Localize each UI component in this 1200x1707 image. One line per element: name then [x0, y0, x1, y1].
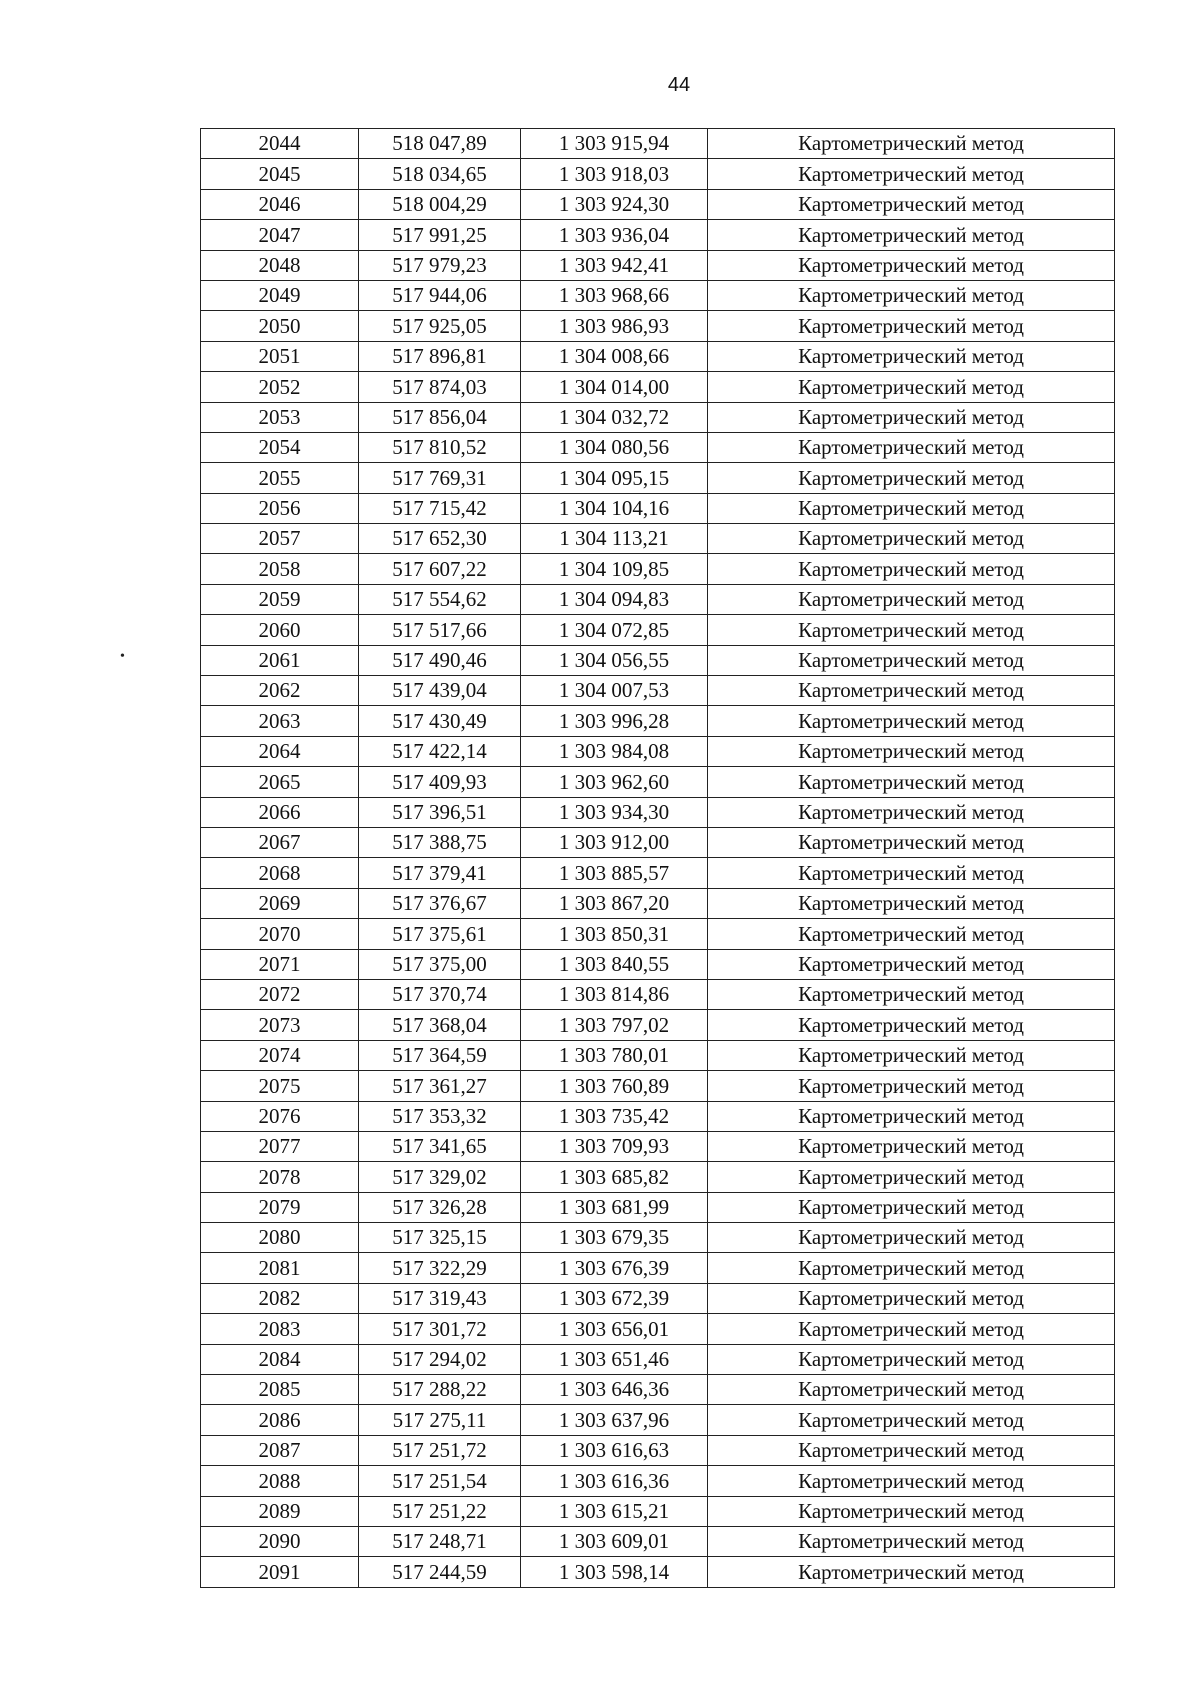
x-coordinate-cell: 517 396,51 — [359, 797, 521, 827]
table-row — [201, 1283, 1115, 1313]
x-coordinate-cell: 517 319,43 — [359, 1283, 521, 1313]
y-coordinate-cell: 1 303 996,28 — [521, 706, 708, 736]
point-number-cell: 2075 — [201, 1071, 359, 1101]
y-coordinate-cell: 1 303 885,57 — [521, 858, 708, 888]
point-number-cell: 2053 — [201, 402, 359, 432]
y-coordinate-cell: 1 303 986,93 — [521, 311, 708, 341]
y-coordinate-cell: 1 303 735,42 — [521, 1101, 708, 1131]
method-cell: Картометрический метод — [708, 1040, 1115, 1070]
y-coordinate-cell: 1 303 679,35 — [521, 1223, 708, 1253]
table-row — [201, 159, 1115, 189]
y-coordinate-cell: 1 303 924,30 — [521, 189, 708, 219]
page-number: 44 — [667, 74, 691, 96]
x-coordinate-cell: 517 490,46 — [359, 645, 521, 675]
table-row — [201, 341, 1115, 371]
point-number-cell: 2054 — [201, 432, 359, 462]
point-number-cell: 2066 — [201, 797, 359, 827]
method-cell: Картометрический метод — [708, 676, 1115, 706]
x-coordinate-cell: 517 769,31 — [359, 463, 521, 493]
x-coordinate-cell: 517 375,61 — [359, 919, 521, 949]
x-coordinate-cell: 517 248,71 — [359, 1526, 521, 1556]
x-coordinate-cell: 517 364,59 — [359, 1040, 521, 1070]
point-number-cell: 2047 — [201, 220, 359, 250]
x-coordinate-cell: 517 353,32 — [359, 1101, 521, 1131]
method-cell: Картометрический метод — [708, 1071, 1115, 1101]
point-number-cell: 2065 — [201, 767, 359, 797]
y-coordinate-cell: 1 303 968,66 — [521, 280, 708, 310]
method-cell: Картометрический метод — [708, 1162, 1115, 1192]
method-cell: Картометрический метод — [708, 463, 1115, 493]
y-coordinate-cell: 1 304 072,85 — [521, 615, 708, 645]
y-coordinate-cell: 1 303 760,89 — [521, 1071, 708, 1101]
point-number-cell: 2070 — [201, 919, 359, 949]
x-coordinate-cell: 517 361,27 — [359, 1071, 521, 1101]
method-cell: Картометрический метод — [708, 1496, 1115, 1526]
coordinates-table — [200, 128, 1115, 1588]
point-number-cell: 2050 — [201, 311, 359, 341]
point-number-cell: 2083 — [201, 1314, 359, 1344]
table-row — [201, 1466, 1115, 1496]
table-row — [201, 1192, 1115, 1222]
table-row — [201, 767, 1115, 797]
table-row — [201, 1496, 1115, 1526]
table-row — [201, 1405, 1115, 1435]
method-cell: Картометрический метод — [708, 615, 1115, 645]
y-coordinate-cell: 1 304 056,55 — [521, 645, 708, 675]
table-row — [201, 280, 1115, 310]
method-cell: Картометрический метод — [708, 493, 1115, 523]
table-row — [201, 676, 1115, 706]
point-number-cell: 2074 — [201, 1040, 359, 1070]
point-number-cell: 2090 — [201, 1526, 359, 1556]
y-coordinate-cell: 1 303 867,20 — [521, 888, 708, 918]
x-coordinate-cell: 517 422,14 — [359, 736, 521, 766]
y-coordinate-cell: 1 303 676,39 — [521, 1253, 708, 1283]
table-row — [201, 129, 1115, 159]
method-cell: Картометрический метод — [708, 1223, 1115, 1253]
x-coordinate-cell: 517 652,30 — [359, 524, 521, 554]
y-coordinate-cell: 1 304 104,16 — [521, 493, 708, 523]
method-cell: Картометрический метод — [708, 1010, 1115, 1040]
y-coordinate-cell: 1 303 942,41 — [521, 250, 708, 280]
point-number-cell: 2080 — [201, 1223, 359, 1253]
table-row — [201, 554, 1115, 584]
table-row — [201, 1253, 1115, 1283]
method-cell: Картометрический метод — [708, 979, 1115, 1009]
x-coordinate-cell: 517 979,23 — [359, 250, 521, 280]
table-row — [201, 858, 1115, 888]
table-row — [201, 584, 1115, 614]
method-cell: Картометрический метод — [708, 159, 1115, 189]
x-coordinate-cell: 517 329,02 — [359, 1162, 521, 1192]
table-row — [201, 311, 1115, 341]
method-cell: Картометрический метод — [708, 280, 1115, 310]
y-coordinate-cell: 1 303 962,60 — [521, 767, 708, 797]
method-cell: Картометрический метод — [708, 1526, 1115, 1556]
table-row — [201, 1101, 1115, 1131]
x-coordinate-cell: 517 430,49 — [359, 706, 521, 736]
method-cell: Картометрический метод — [708, 1314, 1115, 1344]
method-cell: Картометрический метод — [708, 1253, 1115, 1283]
x-coordinate-cell: 517 370,74 — [359, 979, 521, 1009]
x-coordinate-cell: 517 244,59 — [359, 1557, 521, 1587]
x-coordinate-cell: 517 326,28 — [359, 1192, 521, 1222]
x-coordinate-cell: 518 034,65 — [359, 159, 521, 189]
point-number-cell: 2085 — [201, 1375, 359, 1405]
method-cell: Картометрический метод — [708, 706, 1115, 736]
table-row — [201, 1435, 1115, 1465]
point-number-cell: 2089 — [201, 1496, 359, 1526]
y-coordinate-cell: 1 304 008,66 — [521, 341, 708, 371]
table-row — [201, 888, 1115, 918]
point-number-cell: 2051 — [201, 341, 359, 371]
y-coordinate-cell: 1 304 095,15 — [521, 463, 708, 493]
y-coordinate-cell: 1 303 918,03 — [521, 159, 708, 189]
table-row — [201, 919, 1115, 949]
table-row — [201, 250, 1115, 280]
point-number-cell: 2078 — [201, 1162, 359, 1192]
x-coordinate-cell: 518 004,29 — [359, 189, 521, 219]
y-coordinate-cell: 1 303 915,94 — [521, 129, 708, 159]
y-coordinate-cell: 1 303 797,02 — [521, 1010, 708, 1040]
point-number-cell: 2059 — [201, 584, 359, 614]
table-row — [201, 463, 1115, 493]
y-coordinate-cell: 1 303 646,36 — [521, 1375, 708, 1405]
point-number-cell: 2058 — [201, 554, 359, 584]
y-coordinate-cell: 1 304 113,21 — [521, 524, 708, 554]
table-row — [201, 1162, 1115, 1192]
y-coordinate-cell: 1 304 080,56 — [521, 432, 708, 462]
method-cell: Картометрический метод — [708, 1192, 1115, 1222]
method-cell: Картометрический метод — [708, 645, 1115, 675]
method-cell: Картометрический метод — [708, 129, 1115, 159]
x-coordinate-cell: 517 607,22 — [359, 554, 521, 584]
table-row — [201, 1071, 1115, 1101]
point-number-cell: 2060 — [201, 615, 359, 645]
method-cell: Картометрический метод — [708, 827, 1115, 857]
table-row — [201, 432, 1115, 462]
x-coordinate-cell: 517 251,54 — [359, 1466, 521, 1496]
table-row — [201, 402, 1115, 432]
y-coordinate-cell: 1 303 651,46 — [521, 1344, 708, 1374]
point-number-cell: 2091 — [201, 1557, 359, 1587]
point-number-cell: 2063 — [201, 706, 359, 736]
method-cell: Картометрический метод — [708, 250, 1115, 280]
method-cell: Картометрический метод — [708, 1405, 1115, 1435]
coordinates-table-body — [201, 129, 1115, 1588]
method-cell: Картометрический метод — [708, 524, 1115, 554]
method-cell: Картометрический метод — [708, 919, 1115, 949]
x-coordinate-cell: 517 379,41 — [359, 858, 521, 888]
point-number-cell: 2067 — [201, 827, 359, 857]
y-coordinate-cell: 1 304 109,85 — [521, 554, 708, 584]
point-number-cell: 2079 — [201, 1192, 359, 1222]
method-cell: Картометрический метод — [708, 372, 1115, 402]
x-coordinate-cell: 517 376,67 — [359, 888, 521, 918]
method-cell: Картометрический метод — [708, 1344, 1115, 1374]
x-coordinate-cell: 517 810,52 — [359, 432, 521, 462]
point-number-cell: 2044 — [201, 129, 359, 159]
table-row — [201, 1526, 1115, 1556]
x-coordinate-cell: 517 275,11 — [359, 1405, 521, 1435]
method-cell: Картометрический метод — [708, 1101, 1115, 1131]
y-coordinate-cell: 1 303 598,14 — [521, 1557, 708, 1587]
table-row — [201, 1010, 1115, 1040]
point-number-cell: 2046 — [201, 189, 359, 219]
y-coordinate-cell: 1 303 616,36 — [521, 1466, 708, 1496]
x-coordinate-cell: 517 715,42 — [359, 493, 521, 523]
point-number-cell: 2055 — [201, 463, 359, 493]
x-coordinate-cell: 517 925,05 — [359, 311, 521, 341]
point-number-cell: 2082 — [201, 1283, 359, 1313]
point-number-cell: 2072 — [201, 979, 359, 1009]
y-coordinate-cell: 1 303 912,00 — [521, 827, 708, 857]
table-row — [201, 189, 1115, 219]
point-number-cell: 2073 — [201, 1010, 359, 1040]
y-coordinate-cell: 1 304 007,53 — [521, 676, 708, 706]
point-number-cell: 2045 — [201, 159, 359, 189]
method-cell: Картометрический метод — [708, 584, 1115, 614]
y-coordinate-cell: 1 303 656,01 — [521, 1314, 708, 1344]
x-coordinate-cell: 517 388,75 — [359, 827, 521, 857]
x-coordinate-cell: 517 874,03 — [359, 372, 521, 402]
x-coordinate-cell: 518 047,89 — [359, 129, 521, 159]
y-coordinate-cell: 1 303 672,39 — [521, 1283, 708, 1313]
y-coordinate-cell: 1 303 984,08 — [521, 736, 708, 766]
y-coordinate-cell: 1 303 685,82 — [521, 1162, 708, 1192]
table-row — [201, 706, 1115, 736]
table-row — [201, 524, 1115, 554]
x-coordinate-cell: 517 288,22 — [359, 1375, 521, 1405]
method-cell: Картометрический метод — [708, 1131, 1115, 1161]
table-row — [201, 1314, 1115, 1344]
method-cell: Картометрический метод — [708, 402, 1115, 432]
y-coordinate-cell: 1 303 814,86 — [521, 979, 708, 1009]
x-coordinate-cell: 517 301,72 — [359, 1314, 521, 1344]
method-cell: Картометрический метод — [708, 797, 1115, 827]
method-cell: Картометрический метод — [708, 311, 1115, 341]
table-row — [201, 1344, 1115, 1374]
point-number-cell: 2084 — [201, 1344, 359, 1374]
y-coordinate-cell: 1 303 780,01 — [521, 1040, 708, 1070]
point-number-cell: 2068 — [201, 858, 359, 888]
x-coordinate-cell: 517 944,06 — [359, 280, 521, 310]
y-coordinate-cell: 1 303 637,96 — [521, 1405, 708, 1435]
x-coordinate-cell: 517 517,66 — [359, 615, 521, 645]
method-cell: Картометрический метод — [708, 220, 1115, 250]
table-row — [201, 1557, 1115, 1587]
point-number-cell: 2076 — [201, 1101, 359, 1131]
method-cell: Картометрический метод — [708, 767, 1115, 797]
y-coordinate-cell: 1 304 014,00 — [521, 372, 708, 402]
y-coordinate-cell: 1 303 850,31 — [521, 919, 708, 949]
point-number-cell: 2069 — [201, 888, 359, 918]
method-cell: Картометрический метод — [708, 1283, 1115, 1313]
table-row — [201, 372, 1115, 402]
table-row — [201, 736, 1115, 766]
x-coordinate-cell: 517 991,25 — [359, 220, 521, 250]
x-coordinate-cell: 517 439,04 — [359, 676, 521, 706]
point-number-cell: 2048 — [201, 250, 359, 280]
y-coordinate-cell: 1 303 936,04 — [521, 220, 708, 250]
x-coordinate-cell: 517 409,93 — [359, 767, 521, 797]
y-coordinate-cell: 1 303 934,30 — [521, 797, 708, 827]
x-coordinate-cell: 517 341,65 — [359, 1131, 521, 1161]
x-coordinate-cell: 517 251,72 — [359, 1435, 521, 1465]
point-number-cell: 2062 — [201, 676, 359, 706]
table-row — [201, 1223, 1115, 1253]
table-row — [201, 1375, 1115, 1405]
point-number-cell: 2049 — [201, 280, 359, 310]
x-coordinate-cell: 517 375,00 — [359, 949, 521, 979]
y-coordinate-cell: 1 303 616,63 — [521, 1435, 708, 1465]
method-cell: Картометрический метод — [708, 1557, 1115, 1587]
method-cell: Картометрический метод — [708, 858, 1115, 888]
method-cell: Картометрический метод — [708, 1435, 1115, 1465]
table-row — [201, 827, 1115, 857]
x-coordinate-cell: 517 856,04 — [359, 402, 521, 432]
x-coordinate-cell: 517 294,02 — [359, 1344, 521, 1374]
stray-dot-mark: • — [120, 649, 125, 664]
y-coordinate-cell: 1 303 681,99 — [521, 1192, 708, 1222]
x-coordinate-cell: 517 325,15 — [359, 1223, 521, 1253]
x-coordinate-cell: 517 322,29 — [359, 1253, 521, 1283]
method-cell: Картометрический метод — [708, 1466, 1115, 1496]
point-number-cell: 2088 — [201, 1466, 359, 1496]
x-coordinate-cell: 517 896,81 — [359, 341, 521, 371]
method-cell: Картометрический метод — [708, 189, 1115, 219]
point-number-cell: 2087 — [201, 1435, 359, 1465]
point-number-cell: 2052 — [201, 372, 359, 402]
y-coordinate-cell: 1 304 032,72 — [521, 402, 708, 432]
table-row — [201, 615, 1115, 645]
method-cell: Картометрический метод — [708, 341, 1115, 371]
point-number-cell: 2081 — [201, 1253, 359, 1283]
method-cell: Картометрический метод — [708, 432, 1115, 462]
method-cell: Картометрический метод — [708, 736, 1115, 766]
y-coordinate-cell: 1 303 709,93 — [521, 1131, 708, 1161]
point-number-cell: 2056 — [201, 493, 359, 523]
point-number-cell: 2064 — [201, 736, 359, 766]
y-coordinate-cell: 1 303 840,55 — [521, 949, 708, 979]
y-coordinate-cell: 1 303 615,21 — [521, 1496, 708, 1526]
table-row — [201, 797, 1115, 827]
method-cell: Картометрический метод — [708, 949, 1115, 979]
point-number-cell: 2057 — [201, 524, 359, 554]
table-row — [201, 949, 1115, 979]
point-number-cell: 2077 — [201, 1131, 359, 1161]
x-coordinate-cell: 517 251,22 — [359, 1496, 521, 1526]
y-coordinate-cell: 1 303 609,01 — [521, 1526, 708, 1556]
method-cell: Картометрический метод — [708, 1375, 1115, 1405]
x-coordinate-cell: 517 368,04 — [359, 1010, 521, 1040]
table-row — [201, 645, 1115, 675]
method-cell: Картометрический метод — [708, 554, 1115, 584]
point-number-cell: 2061 — [201, 645, 359, 675]
table-row — [201, 220, 1115, 250]
y-coordinate-cell: 1 304 094,83 — [521, 584, 708, 614]
table-row — [201, 979, 1115, 1009]
x-coordinate-cell: 517 554,62 — [359, 584, 521, 614]
point-number-cell: 2071 — [201, 949, 359, 979]
point-number-cell: 2086 — [201, 1405, 359, 1435]
table-row — [201, 493, 1115, 523]
method-cell: Картометрический метод — [708, 888, 1115, 918]
table-row — [201, 1131, 1115, 1161]
table-row — [201, 1040, 1115, 1070]
